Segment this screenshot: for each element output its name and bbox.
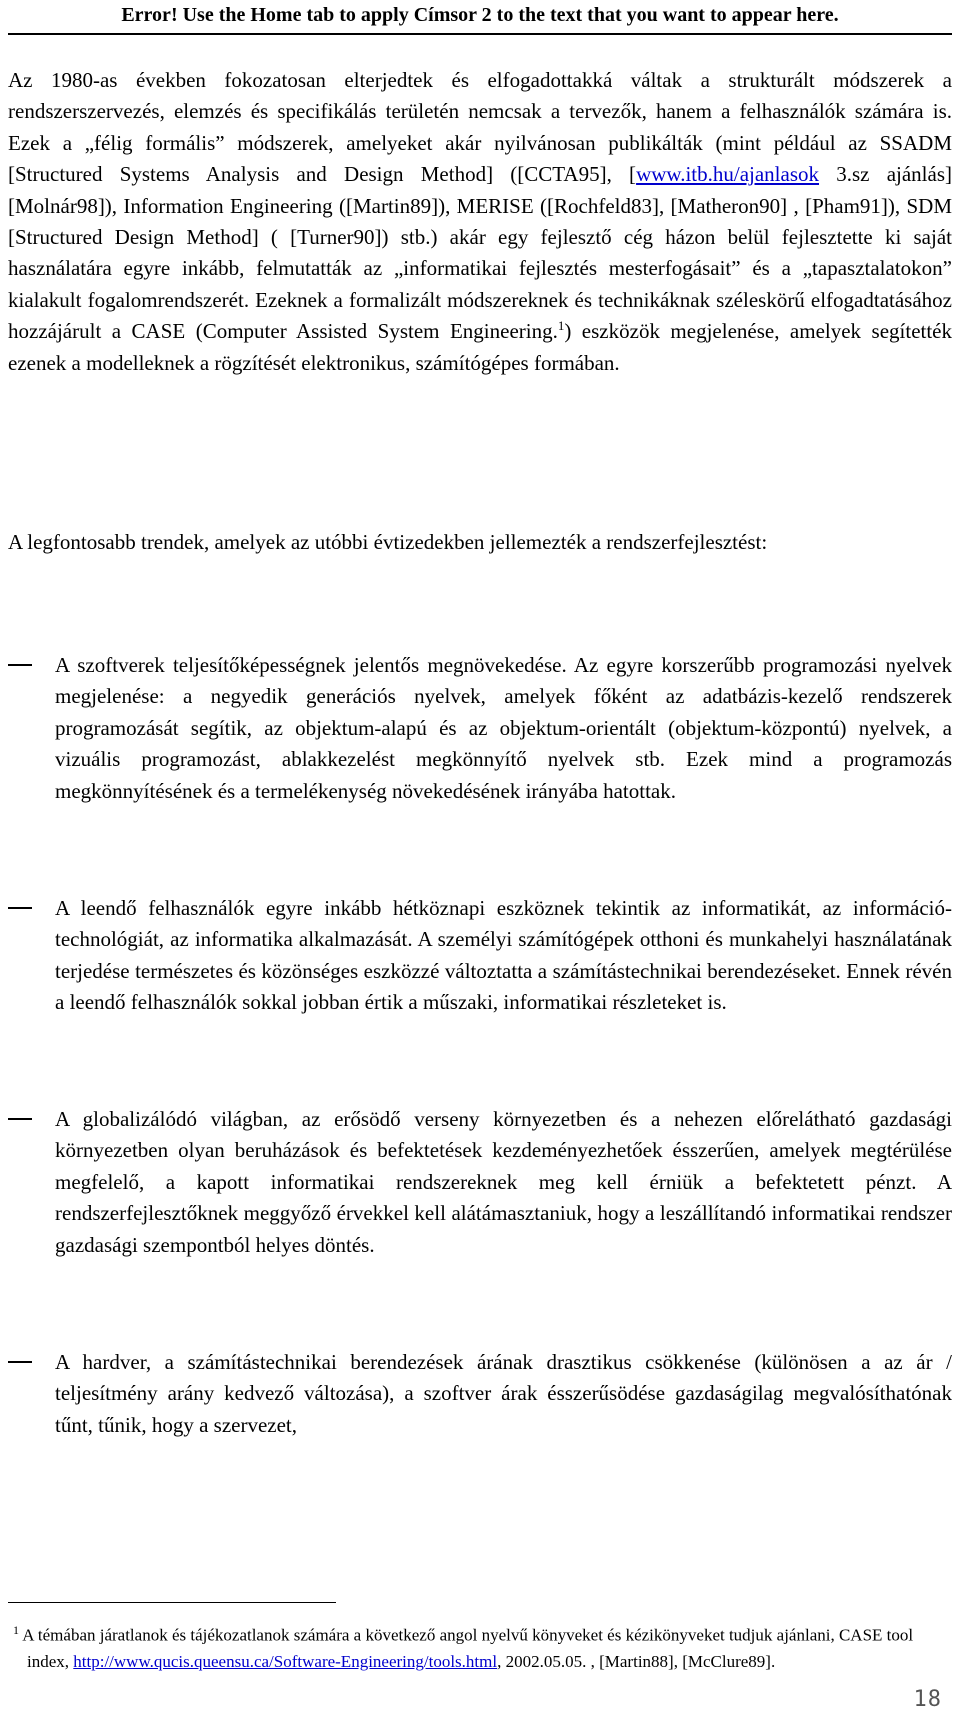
header-rule <box>8 33 952 35</box>
intro-text-part2: 3.sz ajánlás] [Molnár98]), Information Engineering ([Martin89]), MERISE ([Rochfeld83], [Matheron90] , [Pham91]), SDM [Structured Design Method] ( [Turner90]) stb.) akár egy fejlesztő cég házon belül fejlesztette ki saját használatára egyre inkább, felmutatták az „informatikai fejlesztés mesterfogásait” és a „tapasztalatokon” kialakult fogalomrendszerét. Ezeknek a formalizált módszereknek és technikáknak széleskörű elfogadtatásához hozzájárult a CASE (Computer Assisted System Engineering. <box>8 162 952 344</box>
list-item-text: A hardver, a számítástechnikai berendezések árának drasztikus csökkenése (különösen a az ár / teljesítmény arány kedvező változása), a szoftver árak ésszerűsödése gazdaságilag megvalósíthatónak tűnt, tűnik, hogy a szervezet, <box>55 1350 952 1437</box>
footnote-text-part2: , 2002.05.05. , [Martin88], [McClure89]. <box>497 1651 776 1671</box>
list-item-text: A globalizálódó világban, az erősödő verseny környezetben és a nehezen előrelátható gazdasági környezetben olyan beruházások és befektetések kezdeményezhetőek ésszerűen, amelyek megtérülése megfelelő, a kapott informatikai rendszereknek meg kell érniük a befektetett pénzt. A rendszerfejlesztőknek meggyőző érvekkel kell alátámasztaniuk, hogy a leszállítandó informatikai rendszer gazdasági szempontból helyes döntés. <box>55 1107 952 1257</box>
dash-bullet-icon <box>8 664 32 666</box>
dash-bullet-icon <box>8 907 32 909</box>
running-header: Error! Use the Home tab to apply Címsor 2 to the text that you want to appear here. <box>121 4 839 26</box>
footnote <box>8 1617 952 1675</box>
footnote-text-part1: A témában járatlanok és tájékozatlanok számára a következő angol nyelvű könyveket és kézikönyveket tudjuk ajánlani, CASE tool index, <box>19 1625 914 1671</box>
footnote-separator <box>8 1602 336 1603</box>
list-item-text: A szoftverek teljesítőképességnek jelentős megnövekedése. Az egyre korszerűbb programozási nyelvek megjelenése: a negyedik generációs nyelvek, amelyek főként az adatbázis-kezelő rendszerek programozását segítik, az objektum-alapú és az objektum-orientált (objektum-központú) nyelvek, a vizuális programozást, ablakkezelést megkönnyítő nyelvek stb. Ezek mind a programozás megkönnyítésének és a termelékenység növekedésének irányába hatottak. <box>55 653 952 803</box>
tools-index-link[interactable]: http://www.qucis.queensu.ca/Software-Engineering/tools.html <box>73 1651 498 1671</box>
trends-intro-paragraph: A legfontosabb trendek, amelyek az utóbbi évtizedekben jellemezték a rendszerfejlesztést: <box>8 530 768 554</box>
footnote-body <box>8 1617 952 1675</box>
footnote-reference[interactable]: 1 <box>557 318 565 334</box>
footnote-mark: 1 <box>13 1623 19 1637</box>
intro-text-part1: Az 1980-as években fokozatosan elterjedtek és elfogadottakká váltak a strukturált módszerek a rendszerszervezés, elemzés és specifikálás területén nemcsak a tervezők, hanem a felhasználók számára is. Ezek a „félig formális” módszerek, amelyeket akár nyilvánosan publikálták (mint például az SSADM [Structured Systems Analysis and Design Method] ([CCTA95], [ <box>8 68 952 187</box>
dash-bullet-icon <box>8 1118 32 1120</box>
dash-bullet-icon <box>8 1361 32 1363</box>
list-item-text: A leendő felhasználók egyre inkább hétköznapi eszköznek tekintik az informatikát, az információ-technológiát, az informatika alkalmazását. A személyi számítógépek otthoni és munkahelyi használatának terjedése természetes és közönséges eszközzé változtatta a számítástechnikai berendezéseket. Ennek révén a leendő felhasználók sokkal jobban értik a műszaki, informatikai részleteket is. <box>55 896 952 1015</box>
intro-text-part3: ) eszközök megjelenése, amelyek segítették ezenek a modelleknek a rögzítését elektronikus, számítógépes formában. <box>8 319 952 375</box>
itb-link[interactable]: www.itb.hu/ajanlasok <box>636 162 820 187</box>
intro-paragraph <box>8 65 952 474</box>
page-number: 18 <box>913 1687 942 1712</box>
